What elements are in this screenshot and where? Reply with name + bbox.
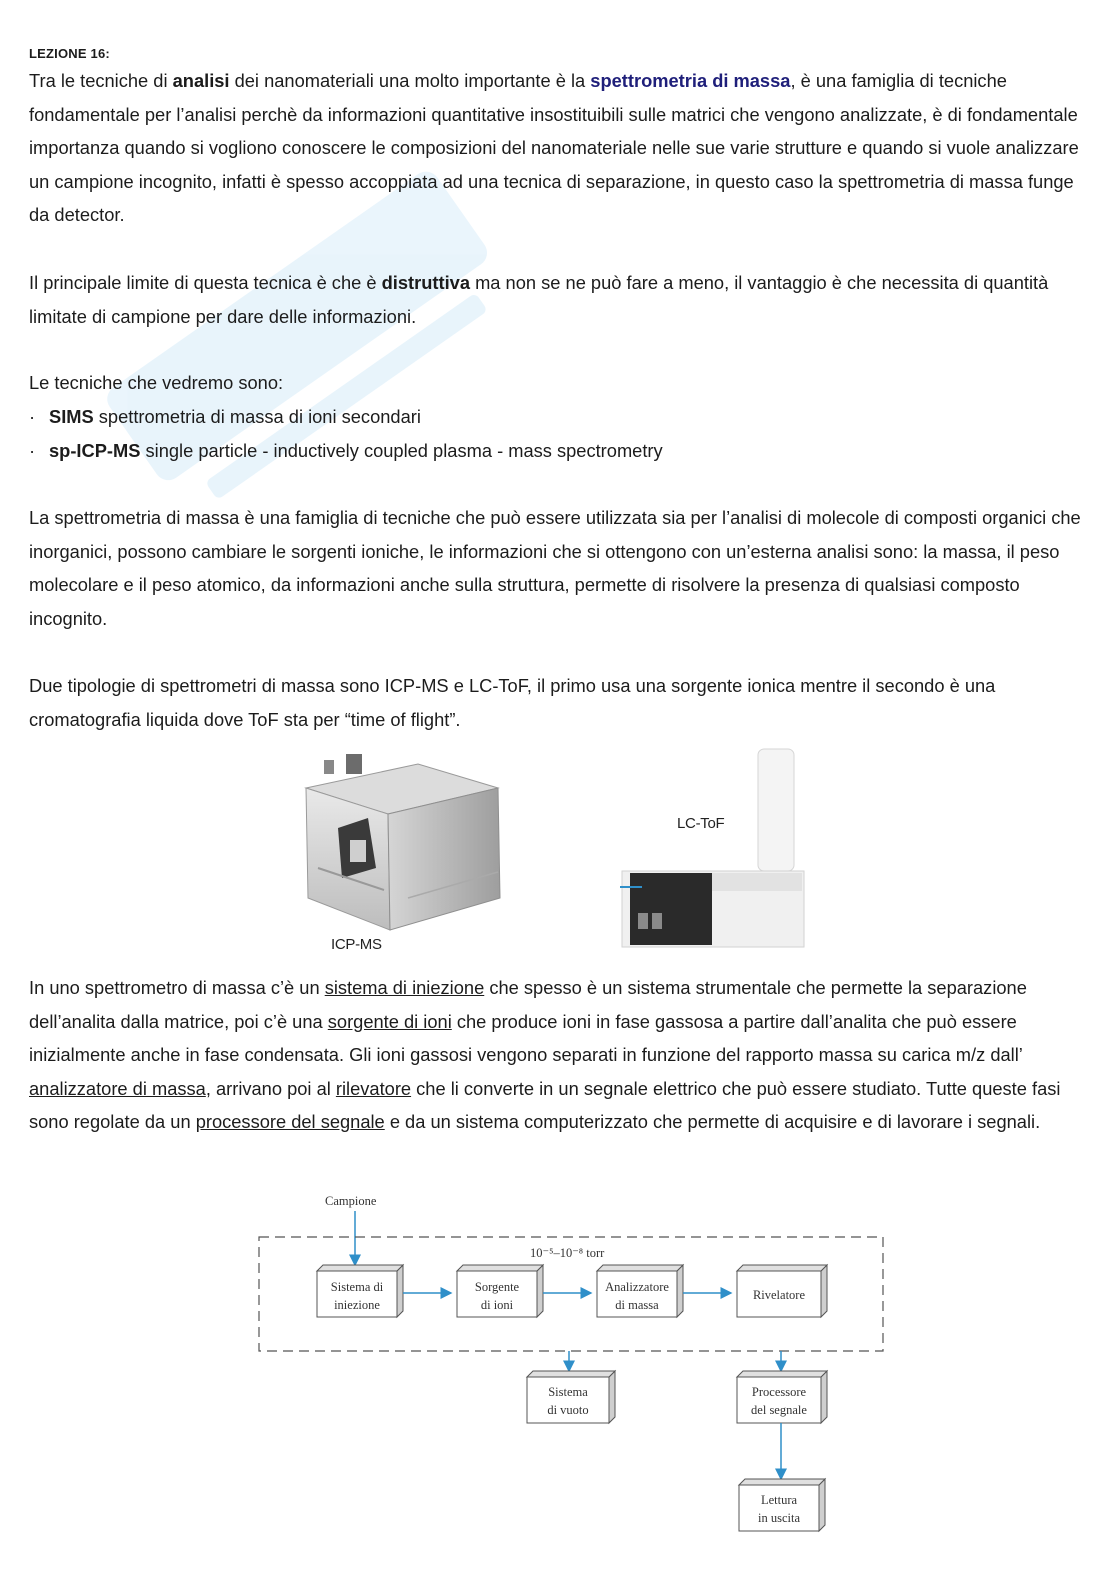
- box-analizzatore-massa: [597, 1265, 683, 1317]
- box-sorgente-ioni: [457, 1265, 543, 1317]
- svg-text:Sistema: Sistema: [548, 1385, 588, 1399]
- list-item: · sp-ICP-MS single particle - inductively coupled plasma - mass spectrometry: [29, 440, 663, 461]
- paragraph-limit: Il principale limite di questa tecnica è che è distruttiva ma non se ne può fare a meno, il vantaggio è che necessita di quantità limitate di campione per dare delle informazioni.: [29, 272, 1049, 327]
- paragraph-types: Due tipologie di spettrometri di massa sono ICP-MS e LC-ToF, il primo usa una sorgente ionica mentre il secondo è una cromatografia liquida dove ToF sta per “time of flight”.: [29, 675, 996, 730]
- svg-text:Sorgente: Sorgente: [474, 1280, 520, 1294]
- pressure-label: 10⁻⁵–10⁻⁸ torr: [530, 1246, 605, 1260]
- box-rivelatore: [737, 1265, 827, 1317]
- svg-text:di vuoto: di vuoto: [547, 1403, 589, 1417]
- svg-text:di massa: di massa: [615, 1298, 659, 1312]
- lesson-title: LEZIONE 16:: [29, 46, 110, 61]
- lc-tof-instrument-image: [612, 745, 812, 950]
- box-sistema-iniezione: [317, 1265, 403, 1317]
- box-sistema-vuoto: [527, 1371, 615, 1423]
- lc-tof-label: LC-ToF: [677, 815, 725, 832]
- icp-ms-instrument-image: [298, 748, 508, 938]
- box-lettura-uscita: [739, 1479, 825, 1531]
- list-item: · SIMS spettrometria di massa di ioni secondari: [29, 406, 421, 427]
- svg-text:di ioni: di ioni: [480, 1298, 514, 1312]
- svg-text:Analizzatore: Analizzatore: [605, 1280, 669, 1294]
- mass-spectrometer-block-diagram: [255, 1185, 895, 1545]
- paragraph-intro: Tra le tecniche di analisi dei nanomateriali una molto importante è la spettrometria di massa, è una famiglia di tecniche fondamentale per l’analisi perchè da informazioni quantitative insostituibili sulle matrici che vengono analizzate, è di fondamentale importanza quando si vogliono conoscere le composizioni del nanomateriale nelle sue varie strutture e quando si vuole analizzare un campione incognito, infatti è spesso accoppiata ad una tecnica di separazione, in questo caso la spettrometria di massa funge da detector.: [29, 70, 1079, 226]
- paragraph-techniques-intro: Le tecniche che vedremo sono:: [29, 372, 284, 393]
- svg-text:Processore: Processore: [751, 1385, 807, 1399]
- svg-text:Rivelatore: Rivelatore: [752, 1288, 806, 1302]
- icp-ms-label: ICP-MS: [331, 936, 382, 953]
- svg-text:Sistema di: Sistema di: [330, 1280, 384, 1294]
- svg-text:iniezione: iniezione: [334, 1298, 380, 1312]
- svg-text:del segnale: del segnale: [751, 1403, 807, 1417]
- paragraph-mass-spec: La spettrometria di massa è una famiglia di tecniche che può essere utilizzata sia per l’analisi di molecole di composti organici che inorganici, possono cambiare le sorgenti ioniche, le informazioni che si ottengono con un’esterna analisi sono: la massa, il peso molecolare e il peso atomico, da informazioni anche sulla struttura, permette di risolvere la presenza di qualsiasi composto incognito.: [29, 507, 1081, 629]
- box-processore-segnale: [737, 1371, 827, 1423]
- campione-label: Campione: [325, 1194, 377, 1208]
- svg-text:Lettura: Lettura: [760, 1493, 798, 1507]
- svg-text:in uscita: in uscita: [757, 1511, 801, 1525]
- paragraph-components: In uno spettrometro di massa c’è un sistema di iniezione che spesso è un sistema strumentale che permette la separazione dell’analita dalla matrice, poi c’è una sorgente di ioni che produce ioni in fase gassosa a partire dall’analita che può essere inizialmente anche in fase condensata. Gli ioni gassosi vengono separati in funzione del rapporto massa su carica m/z dall’ analizzatore di massa, arrivano poi al rilevatore che li converte in un segnale elettrico che può essere studiato. Tutte queste fasi sono regolate da un processore del segnale e da un sistema computerizzato che permette di acquisire e di lavorare i segnali.: [29, 977, 1061, 1133]
